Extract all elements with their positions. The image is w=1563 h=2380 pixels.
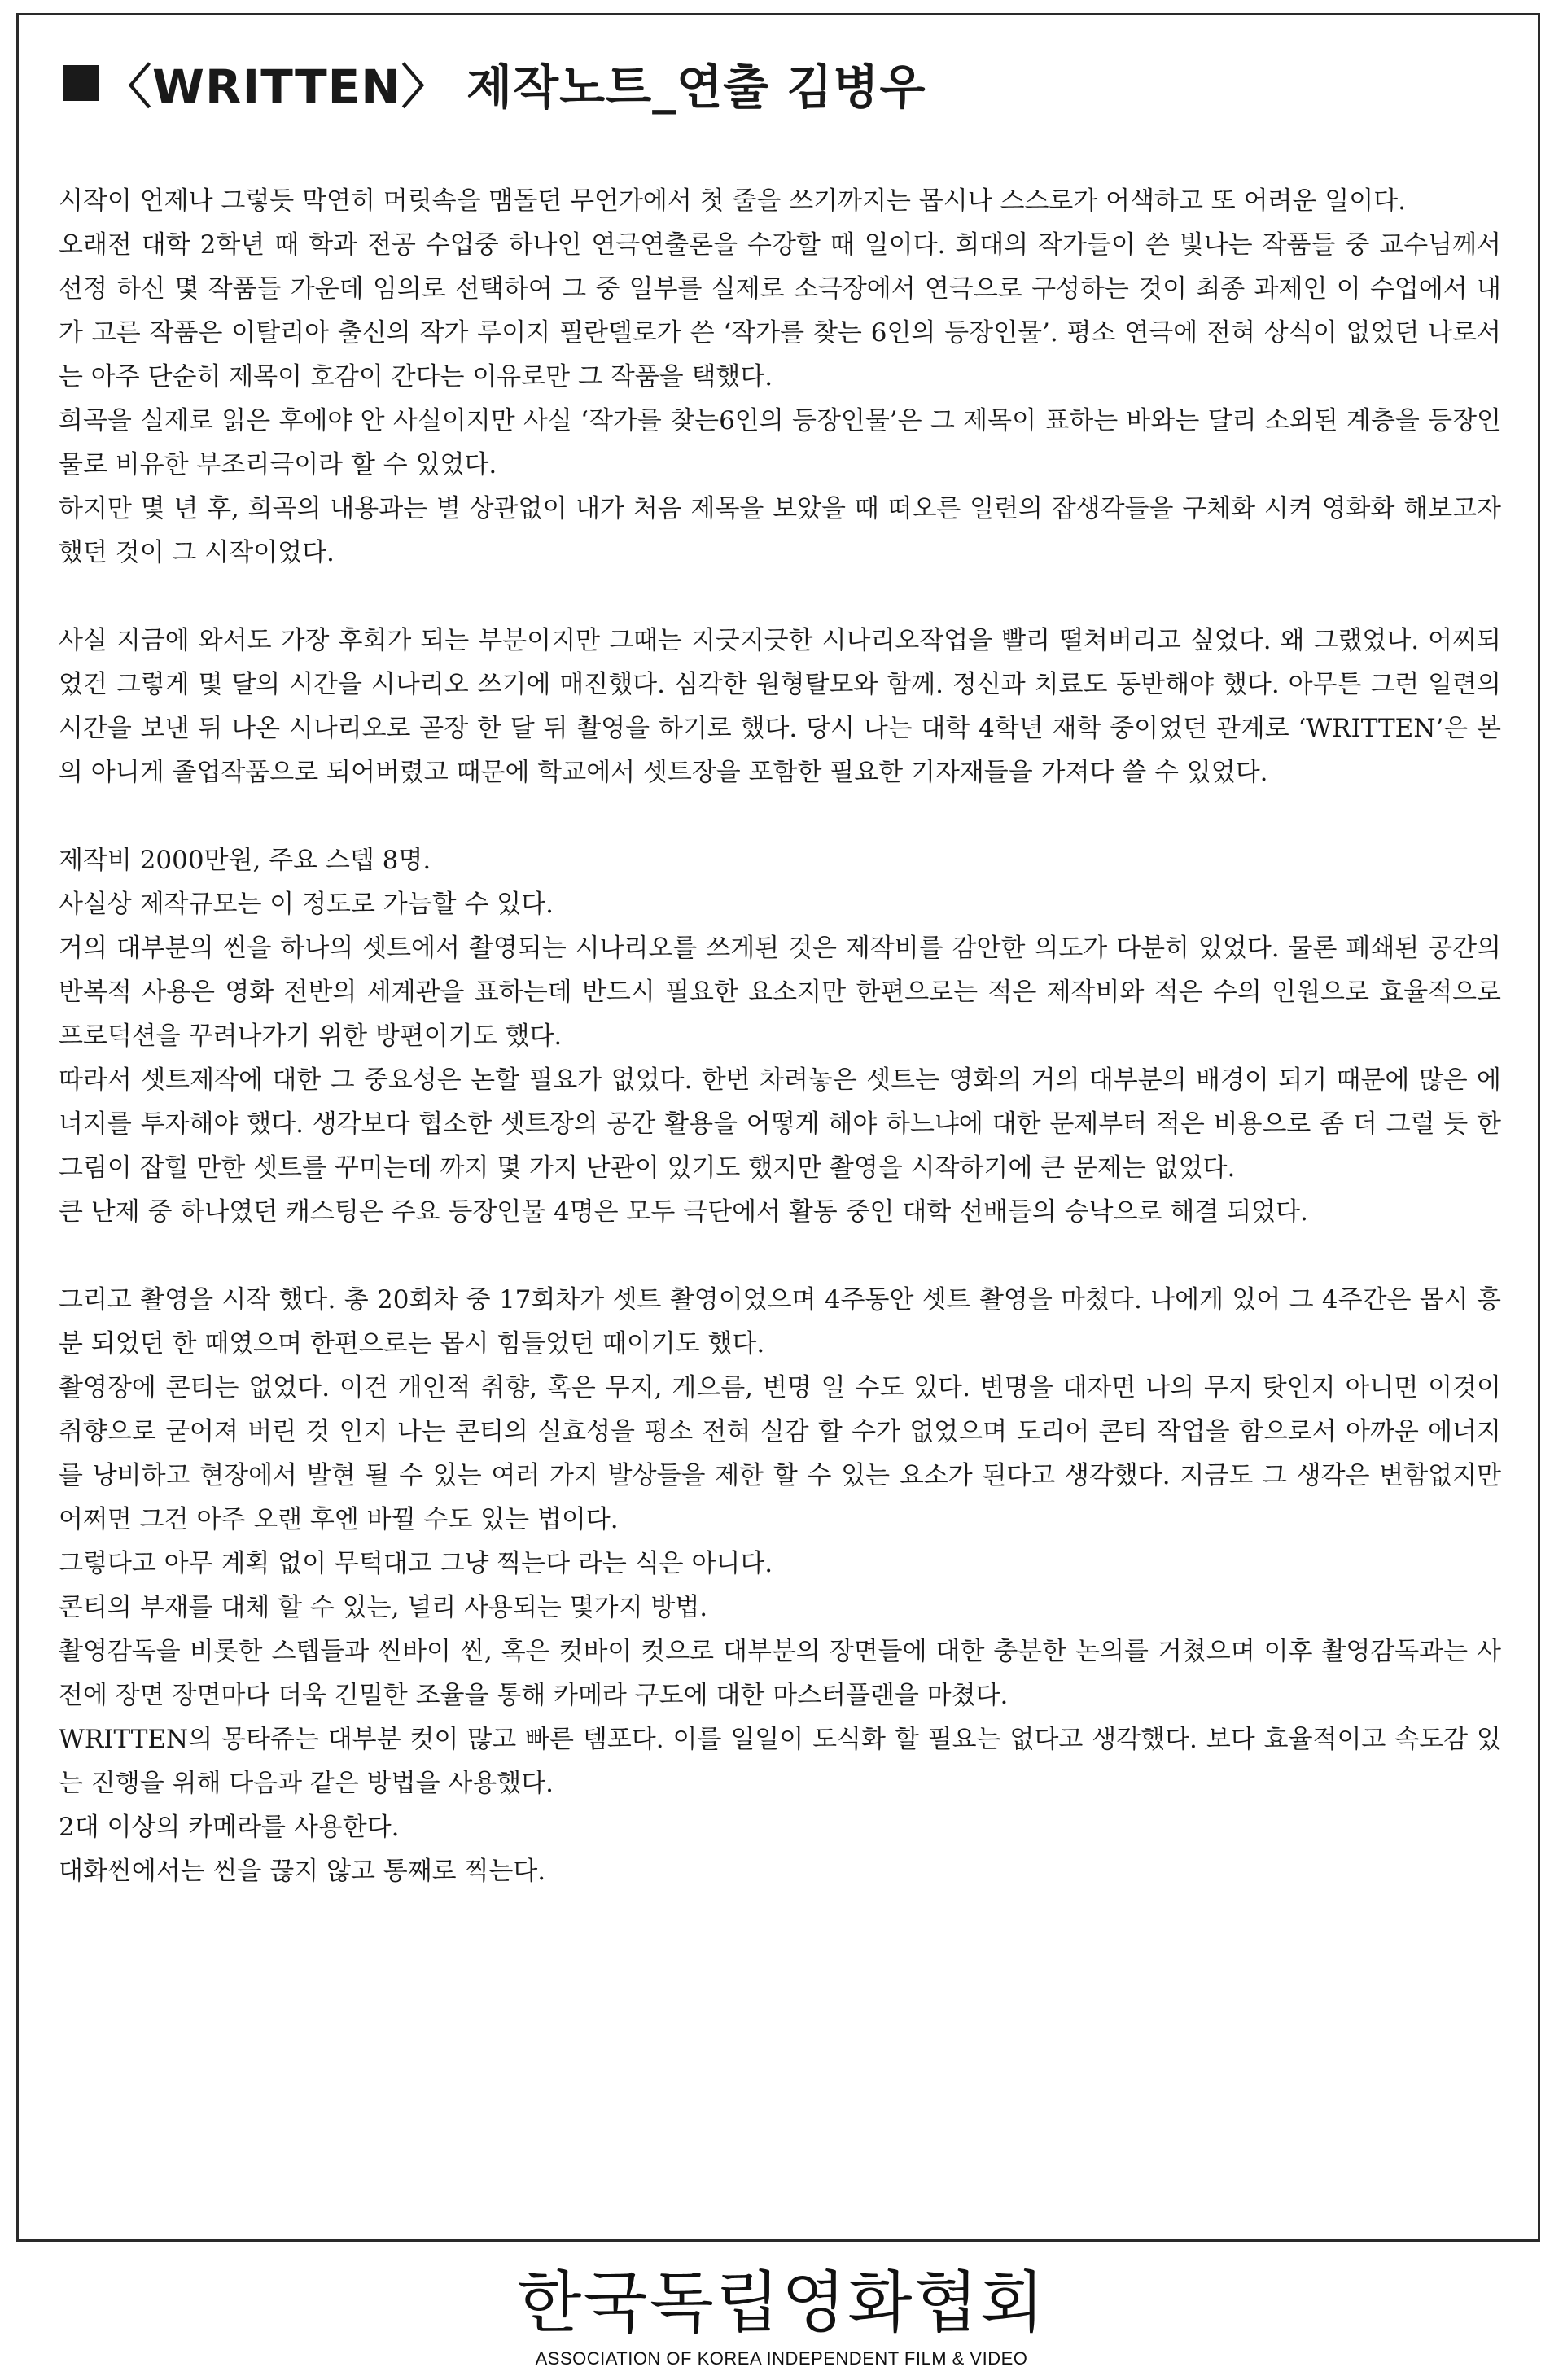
footer-org-name-english: ASSOCIATION OF KOREA INDEPENDENT FILM & VIDEO	[535, 2348, 1028, 2369]
body-paragraph: 사실상 제작규모는 이 정도로 가늠할 수 있다.	[59, 890, 554, 919]
body-paragraph: 2대 이상의 카메라를 사용한다.	[59, 1813, 400, 1842]
body-paragraph: 그리고 촬영을 시작 했다. 총 20회차 중 17회차가 셋트 촬영이었으며 4주동안 셋트 촬영을 마쳤다. 나에게 있어 그 4주간은 몹시 흥분 되었던 한 때였으며 한편으로는 몹시 힘들었던 때이기도 했다.	[59, 1285, 1501, 1358]
body-paragraph: 거의 대부분의 씬을 하나의 셋트에서 촬영되는 시나리오를 쓰게된 것은 제작비를 감안한 의도가 다분히 있었다. 물론 폐쇄된 공간의 반복적 사용은 영화 전반의 세계관을 표하는데 반드시 필요한 요소지만 한편으로는 적은 제작비와 적은 수의 인원으로 효율적으로 프로덕션을 꾸려나가기 위한 방편이기도 했다.	[59, 934, 1501, 1051]
body-paragraph: 콘티의 부재를 대체 할 수 있는, 널리 사용되는 몇가지 방법.	[59, 1593, 708, 1622]
body-paragraph: 촬영감독을 비롯한 스텝들과 씬바이 씬, 혹은 컷바이 컷으로 대부분의 장면들에 대한 충분한 논의를 거쳤으며 이후 촬영감독과는 사전에 장면 장면마다 더욱 긴밀한 조율을 통해 카메라 구도에 대한 마스터플랜을 마쳤다.	[59, 1637, 1501, 1710]
paragraph-gap	[59, 794, 1501, 838]
paragraph-gap	[59, 575, 1501, 619]
paragraph-gap	[59, 1234, 1501, 1278]
document-title: 〈WRITTEN〉 제작노트_연출 김병우	[104, 59, 926, 115]
body-paragraph: 오래전 대학 2학년 때 학과 전공 수업중 하나인 연극연출론을 수강할 때 일이다. 희대의 작가들이 쓴 빛나는 작품들 중 교수님께서 선정 하신 몇 작품들 가운데 임의로 선택하여 그 중 일부를 실제로 소극장에서 연극으로 구성하는 것이 최종 과제인 이 수업에서 내가 고른 작품은 이탈리아 출신의 작가 루이지 필란델로가 쓴 ‘작가를 찾는 6인의 등장인물’. 평소 연극에 전혀 상식이 없었던 나로서는 아주 단순히 제목이 호감이 간다는 이유로만 그 작품을 택했다.	[59, 230, 1501, 392]
footer-org-name: 한국독립영화협회	[517, 2264, 1046, 2342]
body-paragraph: 제작비 2000만원, 주요 스텝 8명.	[59, 846, 431, 875]
body-paragraph: 큰 난제 중 하나였던 캐스팅은 주요 등장인물 4명은 모두 극단에서 활동 중인 대학 선배들의 승낙으로 해결 되었다.	[59, 1197, 1308, 1227]
body-paragraph: 대화씬에서는 씬을 끊지 않고 통째로 찍는다.	[59, 1857, 546, 1886]
body-paragraph: 하지만 몇 년 후, 희곡의 내용과는 별 상관없이 내가 처음 제목을 보았을 때 떠오른 일련의 잡생각들을 구체화 시켜 영화화 해보고자 했던 것이 그 시작이었다.	[59, 494, 1501, 567]
body-paragraph: 희곡을 실제로 읽은 후에야 안 사실이지만 사실 ‘작가를 찾는6인의 등장인물’은 그 제목이 표하는 바와는 달리 소외된 계층을 등장인물로 비유한 부조리극이라 할 수 있었다.	[59, 406, 1501, 479]
body-paragraph: 촬영장에 콘티는 없었다. 이건 개인적 취향, 혹은 무지, 게으름, 변명 일 수도 있다. 변명을 대자면 나의 무지 탓인지 아니면 이것이 취향으로 굳어져 버린 것 인지 나는 콘티의 실효성을 평소 전혀 실감 할 수가 없었으며 도리어 콘티 작업을 함으로서 아까운 에너지를 낭비하고 현장에서 발현 될 수 있는 여러 가지 발상들을 제한 할 수 있는 요소가 된다고 생각했다. 지금도 그 생각은 변함없지만 어쩌면 그건 아주 오랜 후엔 바뀔 수도 있는 법이다.	[59, 1373, 1501, 1534]
body-paragraph: 따라서 셋트제작에 대한 그 중요성은 논할 필요가 없었다. 한번 차려놓은 셋트는 영화의 거의 대부분의 배경이 되기 때문에 많은 에너지를 투자해야 했다. 생각보다 협소한 셋트장의 공간 활용을 어떻게 해야 하느냐에 대한 문제부터 적은 비용으로 좀 더 그럴 듯 한 그림이 잡힐 만한 셋트를 꾸미는데 까지 몇 가지 난관이 있기도 했지만 촬영을 시작하기에 큰 문제는 없었다.	[59, 1065, 1501, 1183]
body-paragraph: 시작이 언제나 그렇듯 막연히 머릿속을 맴돌던 무언가에서 첫 줄을 쓰기까지는 몹시나 스스로가 어색하고 또 어려운 일이다.	[59, 186, 1406, 216]
body-paragraph: 그렇다고 아무 계획 없이 무턱대고 그냥 찍는다 라는 식은 아니다.	[59, 1549, 773, 1578]
document-title-row	[63, 50, 926, 116]
document-body	[59, 179, 1501, 1893]
body-paragraph: 사실 지금에 와서도 가장 후회가 되는 부분이지만 그때는 지긋지긋한 시나리오작업을 빨리 떨쳐버리고 싶었다. 왜 그랬었나. 어찌되었건 그렇게 몇 달의 시간을 시나리오 쓰기에 매진했다. 심각한 원형탈모와 함께. 정신과 치료도 동반해야 했다. 아무튼 그런 일련의 시간을 보낸 뒤 나온 시나리오로 곧장 한 달 뒤 촬영을 하기로 했다. 당시 나는 대학 4학년 재학 중이었던 관계로 ‘WRITTEN’은 본의 아니게 졸업작품으로 되어버렸고 때문에 학교에서 셋트장을 포함한 필요한 기자재들을 가져다 쓸 수 있었다.	[59, 626, 1501, 787]
body-paragraph: WRITTEN의 몽타쥬는 대부분 컷이 많고 빠른 템포다. 이를 일일이 도식화 할 필요는 없다고 생각했다. 보다 효율적이고 속도감 있는 진행을 위해 다음과 같은 방법을 사용했다.	[59, 1725, 1501, 1798]
square-bullet-icon	[63, 65, 99, 101]
